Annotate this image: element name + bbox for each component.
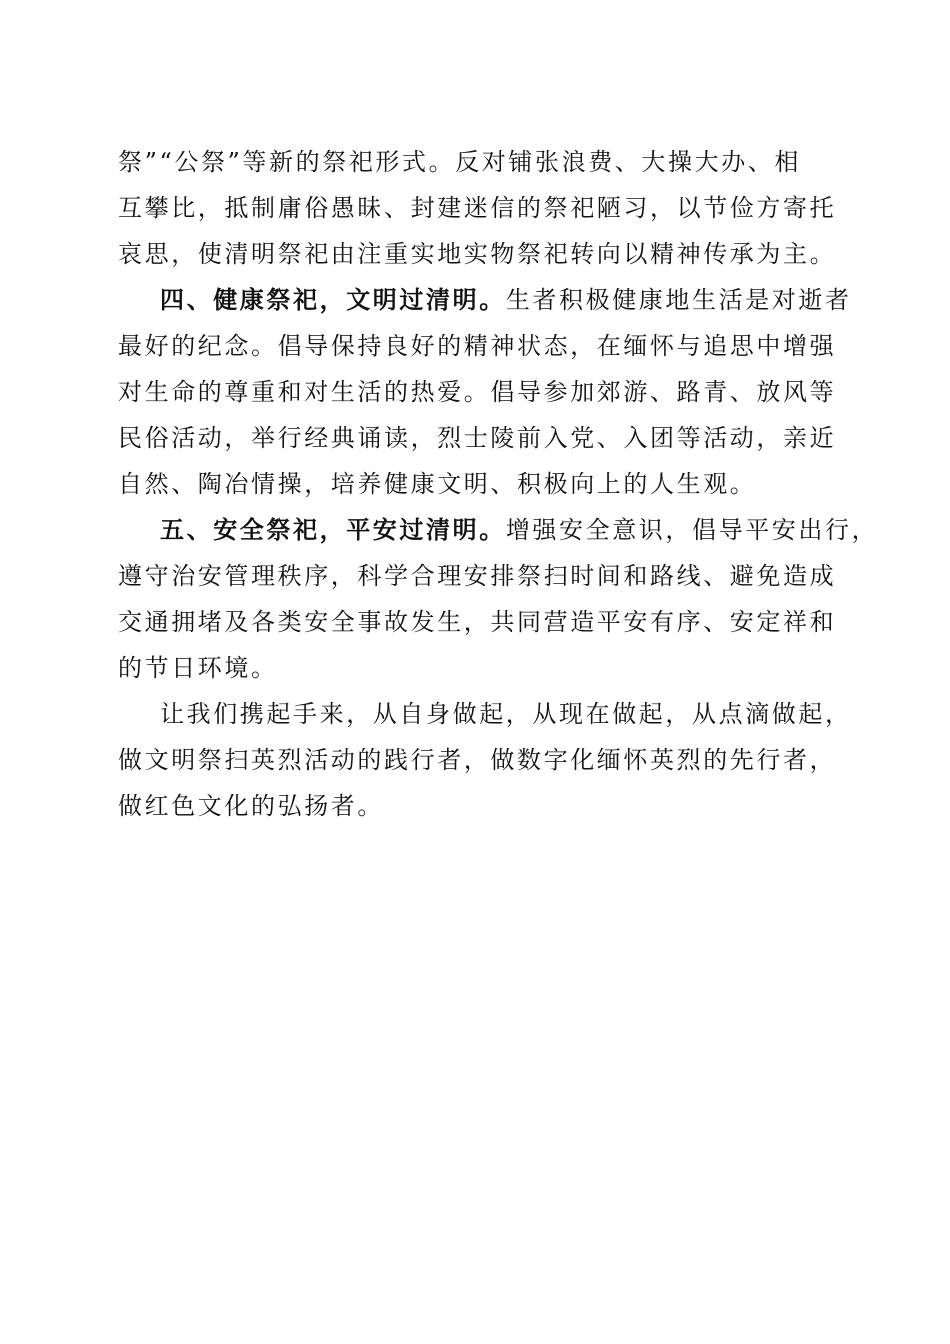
paragraph-closing (118, 694, 852, 832)
paragraph-health (118, 280, 852, 510)
paragraph-line: 哀思，使清明祭祀由注重实地实物祭祀转向以精神传承为主。 (118, 240, 837, 268)
document-body (118, 142, 879, 832)
paragraph-line: 做文明祭扫英烈活动的践行者，做数字化缅怀英烈的先行者， (118, 746, 837, 774)
paragraph-line: 祭”“公祭”等新的祭祀形式。反对铺张浪费、大操大办、相 (118, 148, 802, 176)
section-heading: 五、安全祭祀，平安过清明。 (160, 515, 506, 544)
paragraph-line: 民俗活动，举行经典诵读，烈士陵前入党、入团等活动，亲近 (118, 424, 837, 452)
paragraph-line: 交通拥堵及各类安全事故发生，共同营造平安有序、安定祥和 (118, 608, 837, 636)
paragraph-line: 让我们携起手来，从自身做起，从现在做起，从点滴做起， (160, 700, 852, 728)
paragraph-line: 自然、陶冶情操，培养健康文明、积极向上的人生观。 (118, 470, 757, 498)
paragraph-text: 生者积极健康地生活是对逝者 (505, 286, 852, 314)
paragraph-safety (118, 510, 879, 694)
paragraph-first-line (118, 280, 852, 326)
section-heading: 四、健康祭祀，文明过清明。 (160, 285, 506, 314)
paragraph-text: 增强安全意识，倡导平安出行， (505, 516, 879, 544)
paragraph-first-line (118, 510, 879, 556)
paragraph-line: 遵守治安管理秩序，科学合理安排祭扫时间和路线、避免造成 (118, 562, 837, 590)
paragraph-line: 的节日环境。 (118, 654, 278, 682)
paragraph-continued (118, 142, 838, 280)
paragraph-line: 做红色文化的弘扬者。 (118, 792, 384, 820)
paragraph-line: 互攀比，抵制庸俗愚昧、封建迷信的祭祀陋习，以节俭方寄托 (118, 194, 837, 222)
paragraph-line: 对生命的尊重和对生活的热爱。倡导参加郊游、路青、放风等 (118, 378, 837, 406)
paragraph-line: 最好的纪念。倡导保持良好的精神状态，在缅怀与追思中增强 (118, 332, 837, 360)
